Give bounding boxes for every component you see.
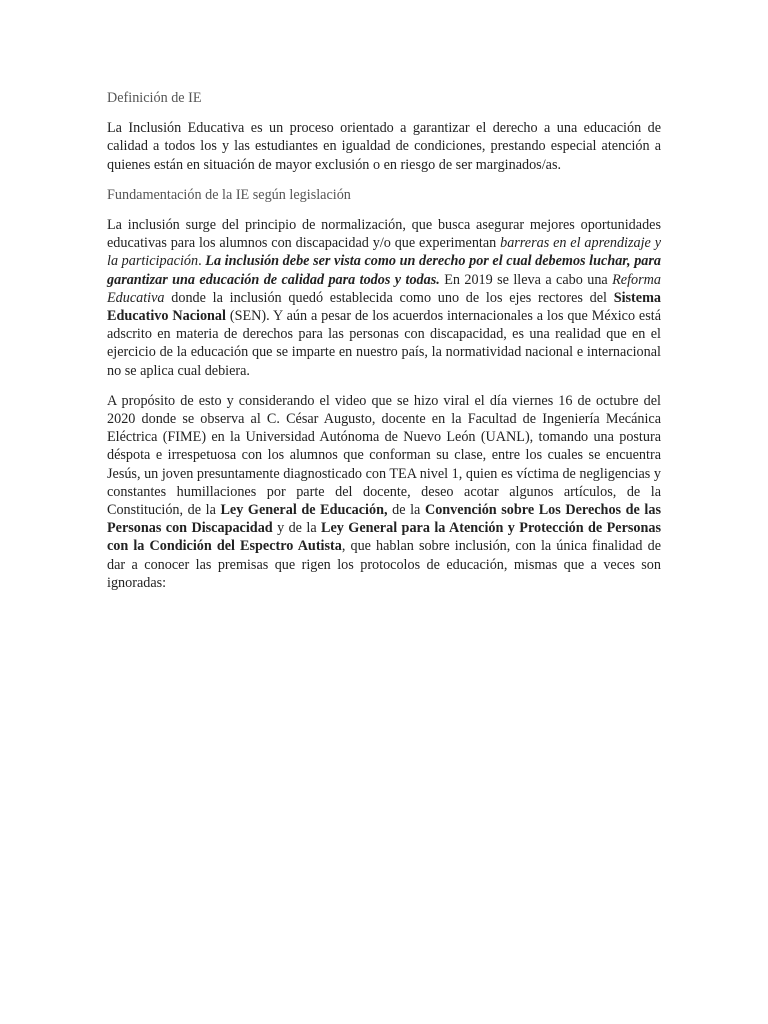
p2-bold-italic-statement: La inclusión debe ser vista como un derecho por el cual debemos luchar, para garantizar una educación de calidad para todos y todas. bbox=[107, 253, 662, 288]
p2-bold-sen: Sistema Educativo Nacional bbox=[107, 289, 661, 325]
p2-text-2: . bbox=[198, 253, 206, 270]
paragraph-context bbox=[107, 392, 661, 592]
p3-text-2: de la bbox=[387, 502, 425, 519]
p2-text-5: (SEN). Y aún a pesar de los acuerdos internacionales a los que México está adscrito en materia de derechos para las personas con discapacidad, es una realidad que en el ejercicio de la educación que se imparte en nuestro país, la normatividad nacional e internacional no se aplica cual debiera. bbox=[107, 308, 661, 379]
p3-text-1: A propósito de esto y considerando el video que se hizo viral el día viernes 16 de octubre del 2020 donde se observa al C. César Augusto, docente en la Facultad de Ingeniería Mecánica Eléctrica (FIME) en la Universidad Autónoma de Nuevo León (UANL), tomando una postura déspota e irrespetuosa con los alumnos que conforman su clase, entre los cuales se encuentra Jesús, un joven presuntamente diagnosticado con TEA nivel 1, quien es víctima de negligencias y constantes humillaciones por parte del docente, deseo acotar algunos artículos, de la Constitución, de la bbox=[107, 392, 661, 519]
p3-bold-ley-autista: Ley General para la Atención y Protección de Personas con la Condición del Espectro Autista bbox=[107, 520, 661, 555]
p2-text-3: En 2019 se lleva a cabo una bbox=[439, 271, 613, 288]
paragraph-legislation bbox=[107, 216, 661, 380]
heading-definicion: Definición de IE bbox=[107, 90, 202, 106]
p3-text-4: , que hablan sobre inclusión, con la única finalidad de dar a conocer las premisas que rigen los protocolos de educación, mismas que a veces son ignoradas: bbox=[107, 538, 661, 591]
p3-text-3: y de la bbox=[272, 520, 322, 537]
document-page bbox=[107, 89, 661, 604]
p3-bold-ley-general-educacion: Ley General de Educación, bbox=[220, 502, 388, 519]
p2-text-1: La inclusión surge del principio de normalización, que busca asegurar mejores oportunidades educativas para los alumnos con discapacidad y/o que experimentan bbox=[107, 217, 661, 252]
p2-italic-barreras: barreras en el aprendizaje y la participación bbox=[107, 235, 661, 270]
p3-bold-convencion: Convención sobre Los Derechos de las Personas con Discapacidad bbox=[107, 502, 661, 537]
p2-text-4: donde la inclusión quedó establecida como uno de los ejes rectores del bbox=[164, 289, 614, 306]
p2-italic-reforma: Reforma Educativa bbox=[107, 271, 661, 306]
heading-fundamentacion: Fundamentación de la IE según legislación bbox=[107, 186, 351, 203]
paragraph-definition: La Inclusión Educativa es un proceso orientado a garantizar el derecho a una educación de calidad a todos los y las estudiantes en igualdad de condiciones, prestando especial atención a quienes están en situación de mayor exclusión o en riesgo de ser marginados/as. bbox=[107, 120, 661, 173]
